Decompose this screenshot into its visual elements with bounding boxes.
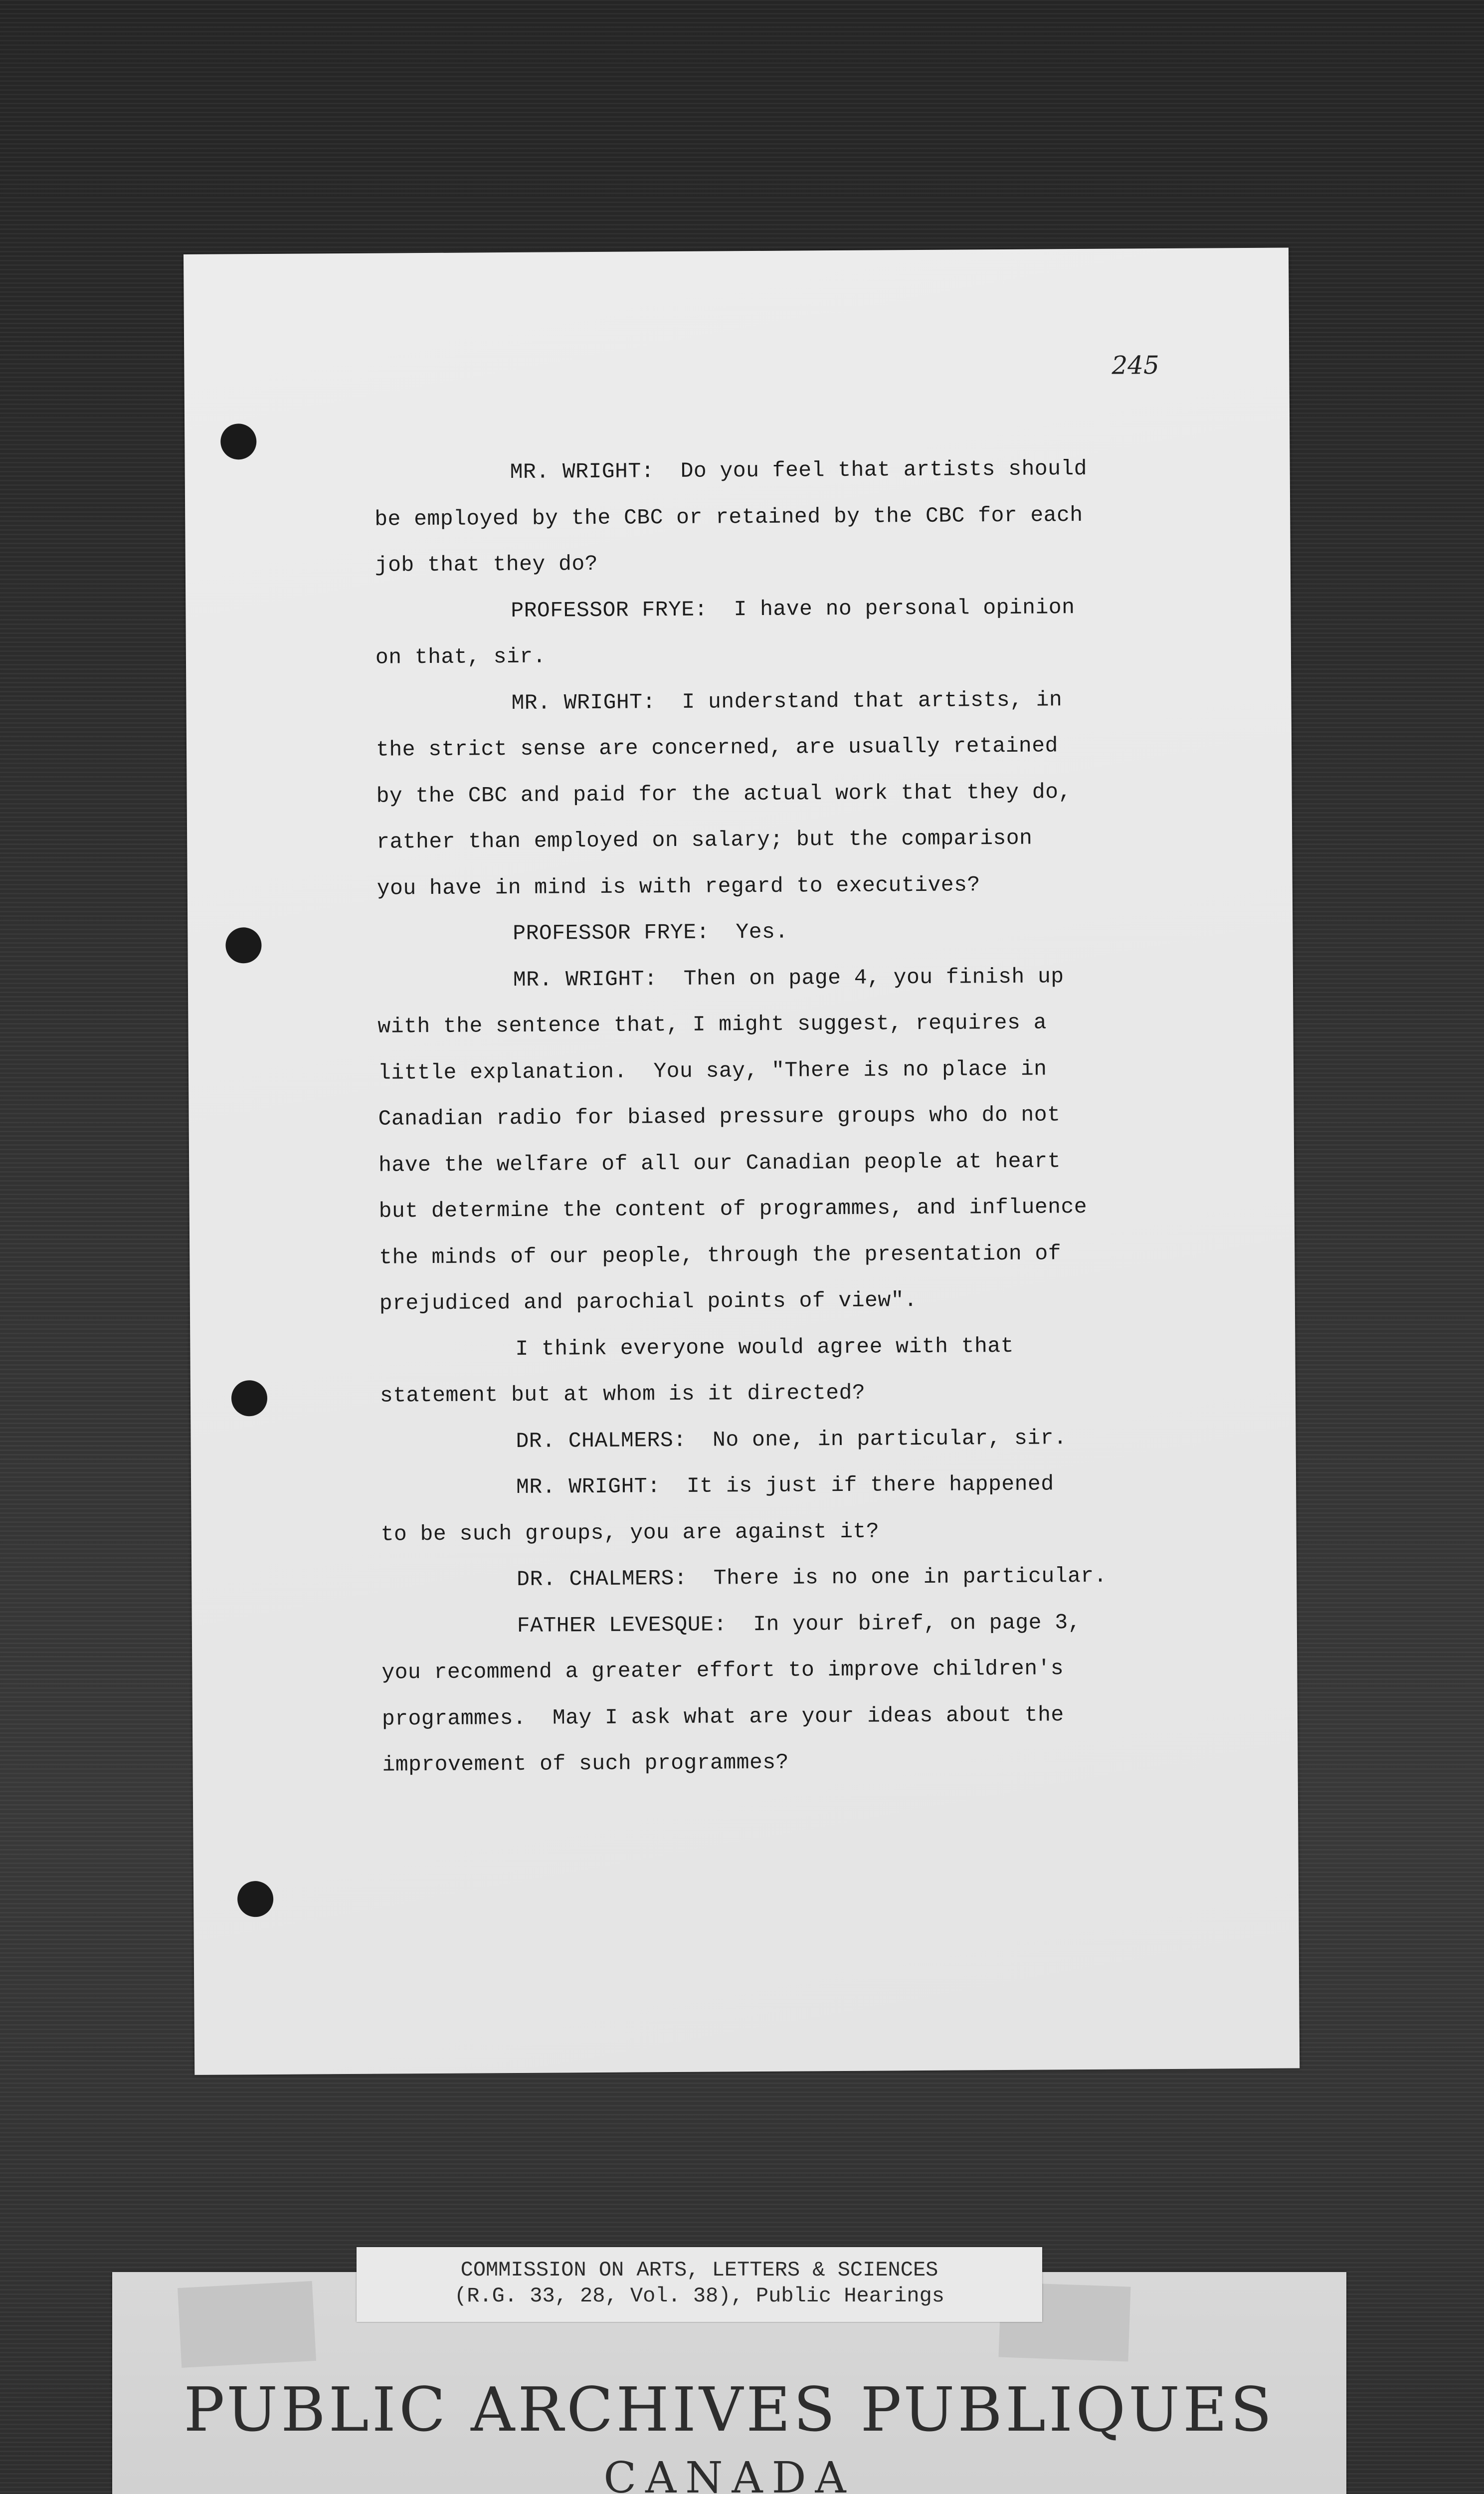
transcript-line: prejudiced and parochial points of view".: [379, 1288, 918, 1316]
transcript-line: job that they do?: [374, 551, 598, 578]
archive-subtitle: CANADA: [603, 2453, 855, 2494]
tape-strip: [178, 2281, 316, 2368]
transcript-line: rather than employed on salary; but the comparison: [376, 826, 1033, 854]
transcript-line: DR. CHALMERS: No one, in particular, sir.: [516, 1425, 1067, 1454]
transcript-line: PROFESSOR FRYE: Yes.: [513, 919, 788, 946]
transcript-line: to be such groups, you are against it?: [380, 1519, 880, 1547]
transcript-line: you recommend a greater effort to improve children's: [381, 1656, 1064, 1685]
punch-hole: [237, 1881, 273, 1917]
transcript-line: PROFESSOR FRYE: I have no personal opinion: [511, 595, 1075, 623]
transcript-line: DR. CHALMERS: There is no one in particular.: [517, 1563, 1108, 1592]
punch-hole: [231, 1380, 267, 1416]
transcript-line: FATHER LEVESQUE: In your biref, on page 3,: [517, 1610, 1082, 1638]
punch-hole: [225, 927, 261, 963]
reference-line: (R.G. 33, 28, Vol. 38), Public Hearings: [454, 2284, 944, 2308]
transcript-line: programmes. May I ask what are your ideas about the: [381, 1702, 1064, 1731]
transcript-line: but determine the content of programmes, and influence: [378, 1194, 1088, 1224]
transcript-line: by the CBC and paid for the actual work that they do,: [376, 779, 1072, 809]
transcript-line: improvement of such programmes?: [382, 1750, 789, 1777]
punch-hole: [220, 423, 256, 459]
reference-line: COMMISSION ON ARTS, LETTERS & SCIENCES: [460, 2258, 938, 2282]
transcript-line: the strict sense are concerned, are usually retained: [375, 733, 1059, 762]
transcript-line: statement but at whom is it directed?: [379, 1380, 866, 1408]
transcript-line: MR. WRIGHT: It is just if there happened: [516, 1471, 1054, 1499]
transcript-line: little explanation. You say, "There is no place in: [377, 1056, 1047, 1085]
reference-label: [357, 2247, 1042, 2322]
transcript-body: [374, 445, 1240, 1788]
archive-title: PUBLIC ARCHIVES PUBLIQUES: [184, 2374, 1275, 2445]
transcript-line: be employed by the CBC or retained by the CBC for each: [374, 502, 1083, 532]
transcript-line: I think everyone would agree with that: [515, 1333, 1014, 1361]
transcript-line: have the welfare of all our Canadian people at heart: [378, 1148, 1061, 1178]
transcript-line: MR. WRIGHT: Then on page 4, you finish up: [513, 964, 1064, 992]
transcript-line: the minds of our people, through the presentation of: [379, 1241, 1062, 1270]
transcript-line: on that, sir.: [375, 644, 547, 670]
document-page: [184, 247, 1299, 2075]
transcript-line: MR. WRIGHT: I understand that artists, in: [511, 687, 1063, 715]
transcript-line: MR. WRIGHT: Do you feel that artists should: [510, 456, 1088, 485]
transcript-line: Canadian radio for biased pressure groups who do not: [378, 1102, 1061, 1131]
transcript-line: you have in mind is with regard to executives?: [376, 872, 980, 901]
transcript-line: with the sentence that, I might suggest, requires a: [377, 1010, 1047, 1039]
page-number: 245: [1112, 351, 1160, 380]
